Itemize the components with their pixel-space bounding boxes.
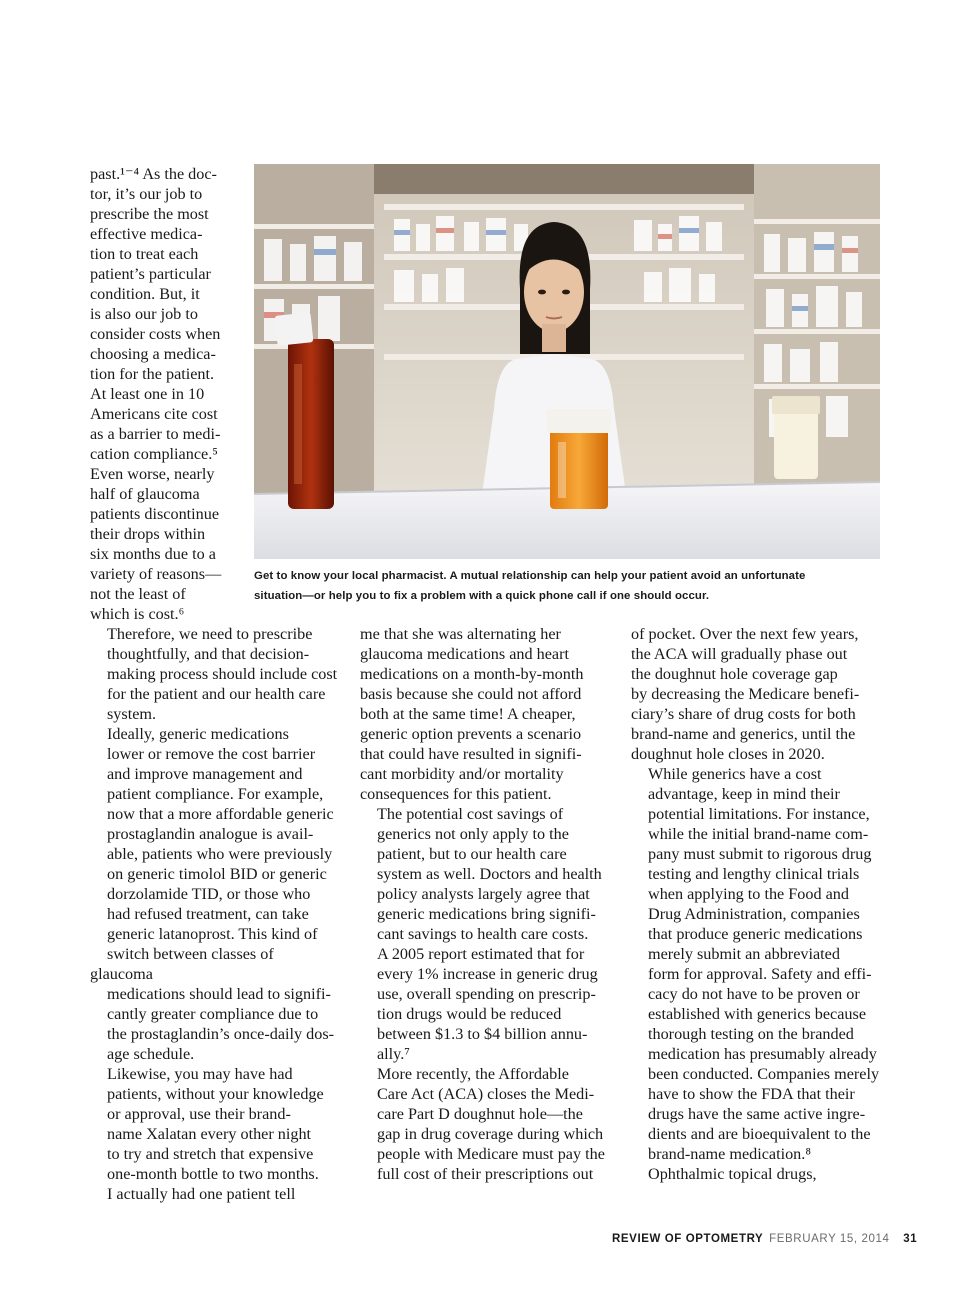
text-line: had refused treatment, can take bbox=[107, 905, 309, 923]
text-line: which is cost.⁶ bbox=[90, 605, 185, 623]
text-line: not the least of bbox=[90, 585, 186, 603]
text-line: generic option prevents a scenario bbox=[360, 725, 582, 743]
text-line: tion to treat each bbox=[90, 245, 199, 263]
text-line: both at the same time! A cheaper, bbox=[360, 705, 576, 723]
text-line: cacy do not have to be proven or bbox=[648, 985, 860, 1003]
text-line: choosing a medica- bbox=[90, 345, 216, 363]
text-line: me that she was alternating her bbox=[360, 625, 561, 643]
text-line: system. bbox=[107, 705, 157, 723]
text-line: Ideally, generic medications bbox=[107, 725, 289, 743]
text-line: More recently, the Affordable bbox=[377, 1065, 569, 1083]
text-line: patients, without your knowledge bbox=[107, 1085, 324, 1103]
text-line: when applying to the Food and bbox=[648, 885, 849, 903]
page-number: 31 bbox=[903, 1233, 918, 1245]
text-line: testing and lengthy clinical trials bbox=[648, 865, 860, 883]
text-line: of pocket. Over the next few years, bbox=[631, 625, 859, 643]
text-line: thorough testing on the branded bbox=[648, 1025, 854, 1043]
text-line: the doughnut hole coverage gap bbox=[631, 665, 838, 683]
text-line: advantage, keep in mind their bbox=[648, 785, 840, 803]
column-right bbox=[631, 624, 886, 1184]
text-line: full cost of their prescriptions out bbox=[377, 1165, 594, 1183]
text-line: tor, it’s our job to bbox=[90, 185, 203, 203]
text-line: ciary’s share of drug costs for both bbox=[631, 705, 856, 723]
text-line: while the initial brand-name com- bbox=[648, 825, 869, 843]
text-line: Likewise, you may have had bbox=[107, 1065, 293, 1083]
text-line: consequences for this patient. bbox=[360, 785, 552, 803]
text-line: name Xalatan every other night bbox=[107, 1125, 312, 1143]
text-line: potential limitations. For instance, bbox=[648, 805, 870, 823]
text-line: the prostaglandin’s once-daily dos- bbox=[107, 1025, 335, 1043]
text-line: gap in drug coverage during which bbox=[377, 1125, 604, 1143]
text-line: basis because she could not afford bbox=[360, 685, 582, 703]
text-line: effective medica- bbox=[90, 225, 203, 243]
text-line: patient’s particular bbox=[90, 265, 211, 283]
body-paragraph bbox=[90, 724, 340, 1064]
text-line: condition. But, it bbox=[90, 285, 200, 303]
text-line: one-month bottle to two months. bbox=[107, 1165, 319, 1183]
text-line: cant morbidity and/or mortality bbox=[360, 765, 564, 783]
column-left-wide bbox=[90, 624, 340, 1204]
text-line: thoughtfully, and that decision- bbox=[107, 645, 310, 663]
text-line: prostaglandin analogue is avail- bbox=[107, 825, 314, 843]
text-line: The potential cost savings of bbox=[377, 805, 564, 823]
text-line: I actually had one patient tell bbox=[107, 1185, 296, 1203]
text-line: At least one in 10 bbox=[90, 385, 205, 403]
photo-caption bbox=[254, 566, 880, 606]
caption-line: Get to know your local pharmacist. A mutual relationship can help your patient avoid an unfortunate bbox=[254, 570, 806, 582]
text-line: cation compliance.⁵ bbox=[90, 445, 218, 463]
text-line: now that a more affordable generic bbox=[107, 805, 334, 823]
text-line: ally.⁷ bbox=[377, 1045, 410, 1063]
body-paragraph bbox=[90, 164, 250, 624]
text-line: between $1.3 to $4 billion annu- bbox=[377, 1025, 588, 1043]
text-line: consider costs when bbox=[90, 325, 221, 343]
text-line: is also our job to bbox=[90, 305, 198, 323]
text-line: half of glaucoma bbox=[90, 485, 200, 503]
text-line: lower or remove the cost barrier bbox=[107, 745, 316, 763]
text-line: the ACA will gradually phase out bbox=[631, 645, 848, 663]
text-line: people with Medicare must pay the bbox=[377, 1145, 605, 1163]
text-line: Drug Administration, companies bbox=[648, 905, 860, 923]
text-line: patient, but to our health care bbox=[377, 845, 567, 863]
text-line: able, patients who were previously bbox=[107, 845, 333, 863]
text-line: every 1% increase in generic drug bbox=[377, 965, 598, 983]
body-paragraph bbox=[360, 624, 615, 804]
text-line: been conducted. Companies merely bbox=[648, 1065, 880, 1083]
column-middle bbox=[360, 624, 615, 1184]
text-line: prescribe the most bbox=[90, 205, 209, 223]
text-line: or approval, use their brand- bbox=[107, 1105, 291, 1123]
text-line: medications should lead to signifi- bbox=[107, 985, 331, 1003]
text-line: medication has presumably already bbox=[648, 1045, 877, 1063]
text-line: to try and stretch that expensive bbox=[107, 1145, 314, 1163]
body-paragraph bbox=[90, 624, 340, 724]
text-line: on generic timolol BID or generic bbox=[107, 865, 327, 883]
body-paragraph bbox=[631, 1164, 886, 1184]
body-paragraph bbox=[360, 804, 615, 1064]
text-line: by decreasing the Medicare benefi- bbox=[631, 685, 860, 703]
text-line: dorzolamide TID, or those who bbox=[107, 885, 311, 903]
text-line: dients and are bioequivalent to the bbox=[648, 1125, 871, 1143]
text-line: brand-name and generics, until the bbox=[631, 725, 856, 743]
text-line: age schedule. bbox=[107, 1045, 195, 1063]
column-left-narrow bbox=[90, 164, 250, 624]
pharmacist-photo bbox=[254, 164, 880, 559]
text-line: Even worse, nearly bbox=[90, 465, 215, 483]
text-line: policy analysts largely agree that bbox=[377, 885, 590, 903]
text-line: pany must submit to rigorous drug bbox=[648, 845, 872, 863]
text-line: for the patient and our health care bbox=[107, 685, 326, 703]
text-line: Americans cite cost bbox=[90, 405, 218, 423]
text-line: tion drugs would be reduced bbox=[377, 1005, 562, 1023]
body-paragraph bbox=[631, 624, 886, 764]
text-line: generics not only apply to the bbox=[377, 825, 569, 843]
text-line: switch between classes of glaucoma bbox=[90, 945, 274, 983]
text-line: Care Act (ACA) closes the Medi- bbox=[377, 1085, 595, 1103]
publication-name: REVIEW OF OPTOMETRY bbox=[612, 1233, 764, 1245]
text-line: medications on a month-by-month bbox=[360, 665, 584, 683]
text-line: and improve management and bbox=[107, 765, 303, 783]
text-line: generic latanoprost. This kind of bbox=[107, 925, 318, 943]
text-line: Therefore, we need to prescribe bbox=[107, 625, 313, 643]
text-line: drugs have the same active ingre- bbox=[648, 1105, 866, 1123]
text-line: form for approval. Safety and effi- bbox=[648, 965, 872, 983]
text-line: that produce generic medications bbox=[648, 925, 863, 943]
text-line: six months due to a bbox=[90, 545, 216, 563]
text-line: use, overall spending on prescrip- bbox=[377, 985, 596, 1003]
body-paragraph bbox=[631, 764, 886, 1164]
text-line: as a barrier to medi- bbox=[90, 425, 221, 443]
text-line: glaucoma medications and heart bbox=[360, 645, 570, 663]
text-line: doughnut hole closes in 2020. bbox=[631, 745, 825, 763]
text-line: merely submit an abbreviated bbox=[648, 945, 840, 963]
text-line: system as well. Doctors and health bbox=[377, 865, 602, 883]
page-footer bbox=[612, 1233, 918, 1245]
text-line: patient compliance. For example, bbox=[107, 785, 324, 803]
text-line: past.¹⁻⁴ As the doc- bbox=[90, 165, 217, 183]
text-line: tion for the patient. bbox=[90, 365, 215, 383]
text-line: patients discontinue bbox=[90, 505, 220, 523]
text-line: cant savings to health care costs. bbox=[377, 925, 589, 943]
text-line: that could have resulted in signifi- bbox=[360, 745, 582, 763]
caption-line: situation—or help you to fix a problem with a quick phone call if one should occur. bbox=[254, 590, 710, 602]
text-line: making process should include cost bbox=[107, 665, 338, 683]
text-line: A 2005 report estimated that for bbox=[377, 945, 585, 963]
text-line: generic medications bring signifi- bbox=[377, 905, 596, 923]
text-line: While generics have a cost bbox=[648, 765, 822, 783]
body-paragraph bbox=[90, 1064, 340, 1204]
text-line: cantly greater compliance due to bbox=[107, 1005, 319, 1023]
text-line: have to show the FDA that their bbox=[648, 1085, 855, 1103]
text-line: established with generics because bbox=[648, 1005, 867, 1023]
text-line: variety of reasons— bbox=[90, 565, 222, 583]
text-line: their drops within bbox=[90, 525, 206, 543]
issue-date: FEBRUARY 15, 2014 bbox=[769, 1233, 890, 1245]
body-paragraph bbox=[360, 1064, 615, 1184]
text-line: brand-name medication.⁸ bbox=[648, 1145, 811, 1163]
text-line: Ophthalmic topical drugs, bbox=[648, 1165, 817, 1183]
text-line: care Part D doughnut hole—the bbox=[377, 1105, 583, 1123]
